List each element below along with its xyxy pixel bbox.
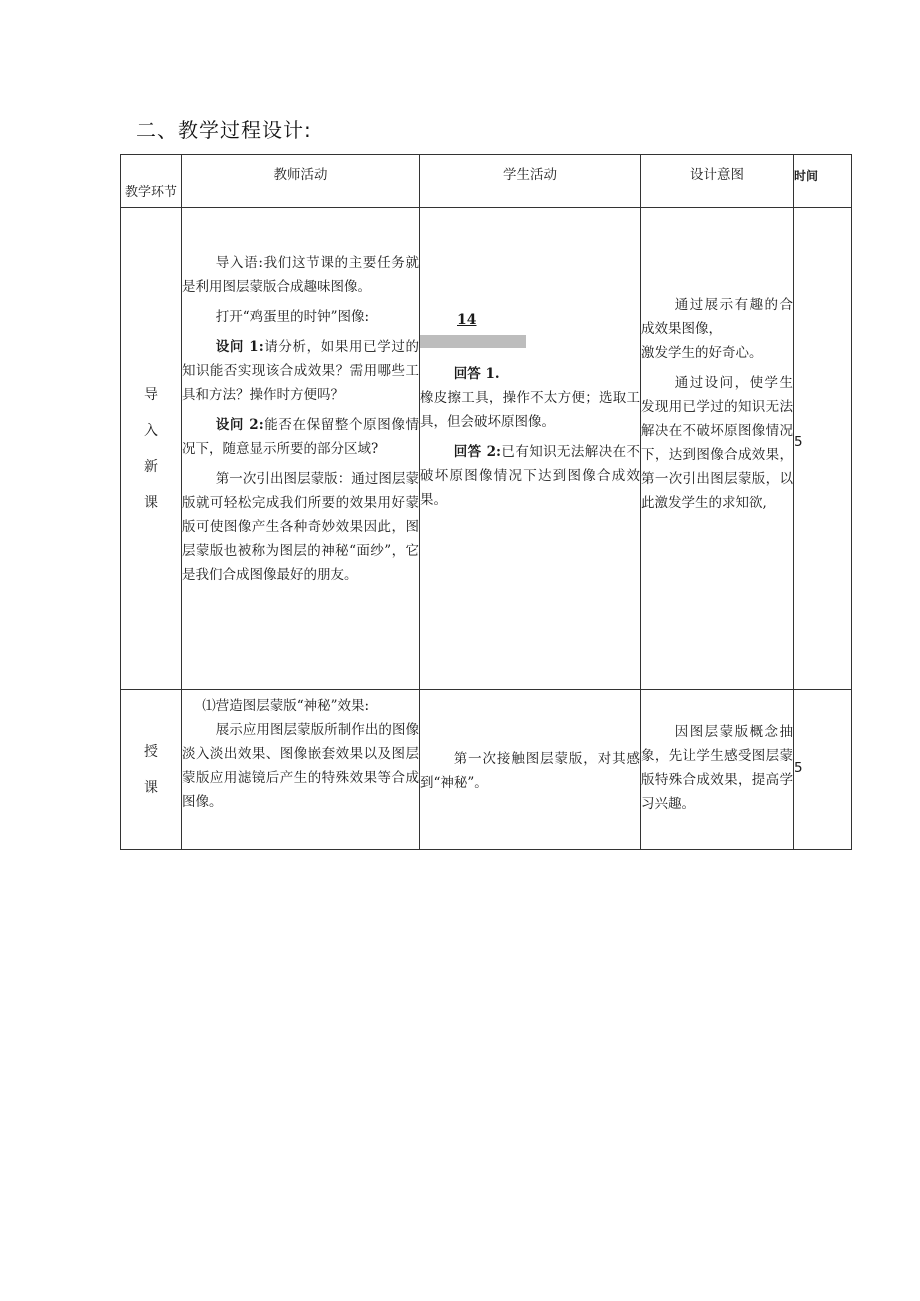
student-activity-cell: [420, 690, 641, 850]
header-time: 时间: [794, 155, 852, 208]
student-activity-cell: [420, 208, 641, 690]
student-paragraph: 第一次接触图层蒙版，对其感到“神秘”。: [420, 751, 640, 791]
table-row: [121, 690, 852, 850]
intent-cell: [641, 690, 794, 850]
teacher-question: [182, 413, 419, 461]
section-char: 导: [144, 386, 158, 403]
student-answer: 橡皮擦工具，操作不太方便；选取工具，但会破坏原图像。: [420, 390, 640, 430]
grey-bar: [420, 335, 526, 348]
page-mark: 14: [457, 312, 477, 328]
section-char: 课: [144, 779, 158, 796]
section-cell: [121, 208, 182, 690]
teacher-paragraph: 展示应用图层蒙版所制作出的图像淡入淡出效果、图像嵌套效果以及图层蒙版应用滤镜后产生的特殊效果等合成图像。: [182, 722, 419, 810]
teacher-activity-cell: [182, 208, 420, 690]
table-header-row: [121, 155, 852, 208]
teacher-paragraph: ⑴营造图层蒙版“神秘”效果:: [202, 698, 370, 714]
intent-paragraph: 激发学生的好奇心。: [641, 345, 763, 361]
student-answer-label: 回答 1.: [453, 366, 500, 382]
student-answer-2: [420, 440, 640, 512]
question-text: 能否在保留整个原图像情况下，随意显示所要的部分区域?: [182, 417, 420, 457]
section-char: 授: [144, 743, 158, 760]
section-heading: 二、教学过程设计:: [136, 118, 312, 142]
teacher-question: [182, 335, 419, 407]
teacher-paragraph: 第一次引出图层蒙版：通过图层蒙版就可轻松完成我们所要的效果用好蒙版可使图像产生各种奇妙效果因此，图层蒙版也被称为图层的神秘“面纱”，它是我们合成图像最好的朋友。: [182, 471, 419, 583]
header-student: 学生活动: [420, 155, 641, 208]
teacher-paragraph: 导入语:我们这节课的主要任务就是利用图层蒙版合成趣味图像。: [182, 255, 419, 295]
time-cell: 5: [794, 690, 852, 850]
teacher-paragraph: 打开“鸡蛋里的时钟”图像:: [215, 309, 370, 325]
answer-text: 已有知识无法解决在不破坏原图像情况下达到图像合成效果。: [420, 444, 641, 508]
intent-paragraph: 通过展示有趣的合成效果图像，: [641, 297, 793, 337]
table-row: [121, 208, 852, 690]
section-char: 新: [144, 458, 158, 475]
section-char: 入: [144, 422, 158, 439]
intent-paragraph: 通过设问，使学生发现用已学过的知识无法解决在不破坏原图像情况下，达到图像合成效果，第一次引出图层蒙版，以此激发学生的求知欲,: [641, 375, 793, 511]
header-section: 教学环节: [121, 155, 182, 208]
answer-label: 回答 2:: [453, 444, 502, 460]
question-text: 请分析，如果用已学过的知识能否实现该合成效果？需用哪些工具和方法？操作时方便吗？: [182, 339, 420, 403]
section-char: 课: [144, 494, 158, 511]
time-cell: 5: [794, 208, 852, 690]
header-intent: 设计意图: [641, 155, 794, 208]
intent-cell: [641, 208, 794, 690]
question-label: 设问 1:: [215, 339, 264, 355]
section-cell: [121, 690, 182, 850]
intent-paragraph: 因图层蒙版概念抽象，先让学生感受图层蒙版特殊合成效果，提高学习兴趣。: [641, 724, 793, 812]
header-teacher: 教师活动: [182, 155, 420, 208]
teaching-process-table: [120, 154, 852, 850]
question-label: 设问 2:: [215, 417, 264, 433]
teacher-activity-cell: [182, 690, 420, 850]
